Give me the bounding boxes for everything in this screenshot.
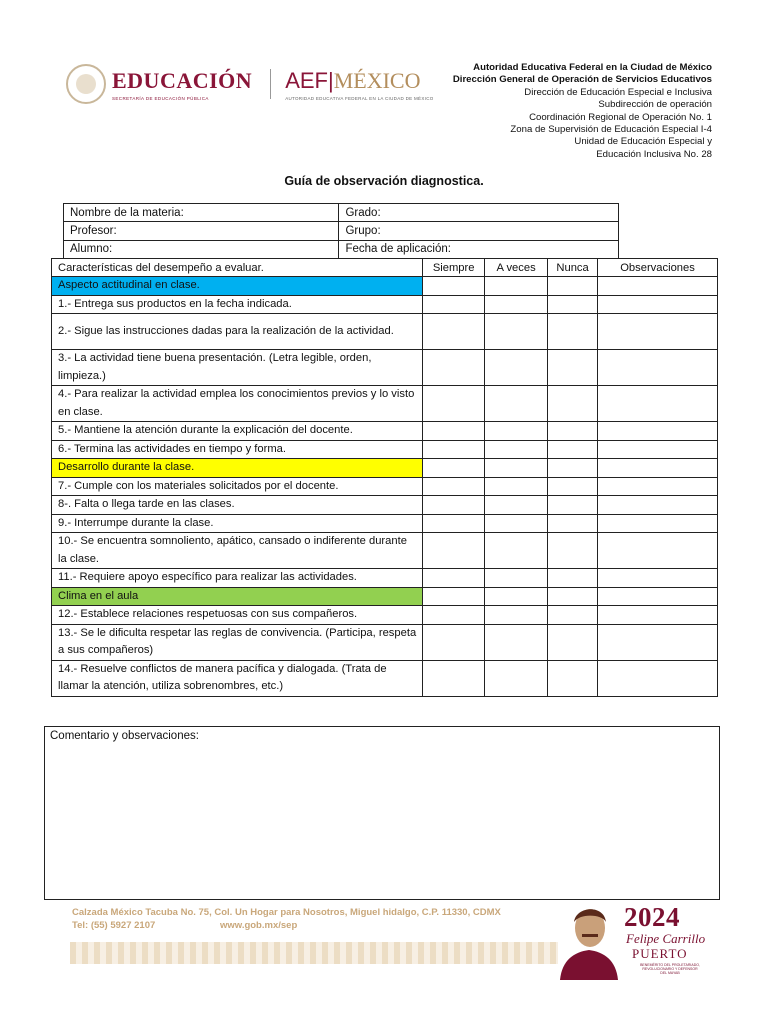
criterion-label: 3.- La actividad tiene buena presentación. (Letra legible, orden, limpieza.)	[52, 350, 423, 386]
siempre-cell[interactable]	[423, 477, 485, 496]
siempre-cell[interactable]	[423, 624, 485, 660]
nunca-cell[interactable]	[548, 386, 598, 422]
a-veces-cell[interactable]	[485, 386, 548, 422]
column-header: Siempre	[423, 259, 485, 277]
table-row	[52, 624, 718, 660]
a-veces-cell[interactable]	[485, 660, 548, 696]
org-line: Coordinación Regional de Operación No. 1	[529, 111, 712, 123]
a-veces-cell[interactable]	[485, 314, 548, 350]
table-row	[52, 314, 718, 350]
footer-pattern	[70, 942, 558, 964]
observaciones-cell[interactable]	[598, 587, 718, 606]
siempre-cell[interactable]	[423, 606, 485, 625]
section-label: Desarrollo durante la clase.	[52, 459, 423, 478]
a-veces-cell[interactable]	[485, 496, 548, 515]
criterion-label: 8-. Falta o llega tarde en las clases.	[52, 496, 423, 515]
observaciones-cell[interactable]	[598, 496, 718, 515]
siempre-cell[interactable]	[423, 533, 485, 569]
observaciones-cell[interactable]	[598, 660, 718, 696]
info-row	[64, 240, 619, 258]
info-row	[64, 222, 619, 240]
footer-name: Felipe Carrillo	[626, 931, 706, 946]
footer-phone: Tel: (55) 5927 2107	[72, 920, 156, 931]
nunca-cell[interactable]	[548, 569, 598, 588]
org-line: Subdirección de operación	[598, 99, 712, 111]
column-header: Características del desempeño a evaluar.	[52, 259, 423, 277]
table-row	[52, 606, 718, 625]
info-field[interactable]: Nombre de la materia:	[64, 204, 339, 222]
info-field[interactable]: Fecha de aplicación:	[339, 240, 619, 258]
aef-logo-aef: AEF	[285, 67, 328, 93]
criterion-label: 9.- Interrumpe durante la clase.	[52, 514, 423, 533]
portrait-icon	[556, 898, 622, 980]
criterion-label: 14.- Resuelve conflictos de manera pacífica y dialogada. (Trata de llamar la atención, utiliza sobrenombres, etc.)	[52, 660, 423, 696]
a-veces-cell[interactable]	[485, 295, 548, 314]
observaciones-cell[interactable]	[598, 314, 718, 350]
educacion-logo-title: EDUCACIÓN	[112, 67, 253, 93]
organization-block	[453, 62, 712, 161]
nunca-cell[interactable]	[548, 277, 598, 296]
footer-address: Calzada México Tacuba No. 75, Col. Un Hogar para Nosotros, Miguel hidalgo, C.P. 11330, CDMX	[72, 907, 501, 918]
siempre-cell[interactable]	[423, 587, 485, 606]
footer-puerto: PUERTO	[632, 946, 688, 961]
footer-website: www.gob.mx/sep	[220, 920, 298, 931]
header-logos	[66, 64, 434, 104]
criterion-label: 4.- Para realizar la actividad emplea los conocimientos previos y lo visto en clase.	[52, 386, 423, 422]
a-veces-cell[interactable]	[485, 459, 548, 478]
criterion-label: 11.- Requiere apoyo específico para realizar las actividades.	[52, 569, 423, 588]
table-header-row	[52, 259, 718, 277]
siempre-cell[interactable]	[423, 569, 485, 588]
observaciones-cell[interactable]	[598, 386, 718, 422]
comments-label: Comentario y observaciones:	[50, 730, 199, 742]
criterion-label: 13.- Se le dificulta respetar las reglas de convivencia. (Participa, respeta a sus compañeros)	[52, 624, 423, 660]
section-row	[52, 587, 718, 606]
observaciones-cell[interactable]	[598, 295, 718, 314]
a-veces-cell[interactable]	[485, 422, 548, 441]
nunca-cell[interactable]	[548, 624, 598, 660]
observaciones-cell[interactable]	[598, 533, 718, 569]
a-veces-cell[interactable]	[485, 440, 548, 459]
nunca-cell[interactable]	[548, 477, 598, 496]
a-veces-cell[interactable]	[485, 477, 548, 496]
criterion-label: 10.- Se encuentra somnoliento, apático, cansado o indiferente durante la clase.	[52, 533, 423, 569]
nunca-cell[interactable]	[548, 422, 598, 441]
a-veces-cell[interactable]	[485, 569, 548, 588]
criterion-label: 7.- Cumple con los materiales solicitados por el docente.	[52, 477, 423, 496]
criterion-label: 12.- Establece relaciones respetuosas con sus compañeros.	[52, 606, 423, 625]
siempre-cell[interactable]	[423, 422, 485, 441]
evaluation-table	[51, 258, 718, 697]
org-line-bold: Autoridad Educativa Federal en la Ciudad de México	[473, 62, 712, 73]
table-row	[52, 422, 718, 441]
table-row	[52, 514, 718, 533]
org-line: Unidad de Educación Especial y	[574, 136, 712, 148]
document-title: Guía de observación diagnostica.	[284, 174, 484, 188]
criterion-label: 6.- Termina las actividades en tiempo y forma.	[52, 440, 423, 459]
observaciones-cell[interactable]	[598, 350, 718, 386]
table-row	[52, 477, 718, 496]
a-veces-cell[interactable]	[485, 514, 548, 533]
nunca-cell[interactable]	[548, 496, 598, 515]
observaciones-cell[interactable]	[598, 477, 718, 496]
observaciones-cell[interactable]	[598, 422, 718, 441]
aef-logo-mexico: MÉXICO	[333, 67, 421, 93]
criterion-label: 5.- Mantiene la atención durante la explicación del docente.	[52, 422, 423, 441]
observaciones-cell[interactable]	[598, 569, 718, 588]
column-header: A veces	[485, 259, 548, 277]
info-field[interactable]: Alumno:	[64, 240, 339, 258]
comments-box[interactable]	[44, 726, 720, 900]
a-veces-cell[interactable]	[485, 587, 548, 606]
mexico-seal-icon	[66, 64, 106, 104]
nunca-cell[interactable]	[548, 459, 598, 478]
observaciones-cell[interactable]	[598, 606, 718, 625]
table-row	[52, 350, 718, 386]
table-row	[52, 660, 718, 696]
table-row	[52, 569, 718, 588]
nunca-cell[interactable]	[548, 295, 598, 314]
column-header: Observaciones	[598, 259, 718, 277]
nunca-cell[interactable]	[548, 660, 598, 696]
siempre-cell[interactable]	[423, 277, 485, 296]
siempre-cell[interactable]	[423, 350, 485, 386]
nunca-cell[interactable]	[548, 514, 598, 533]
criterion-label: 2.- Sigue las instrucciones dadas para la realización de la actividad.	[52, 314, 423, 350]
info-field[interactable]: Grupo:	[339, 222, 619, 240]
nunca-cell[interactable]	[548, 440, 598, 459]
section-label: Aspecto actitudinal en clase.	[52, 277, 423, 296]
section-row	[52, 459, 718, 478]
nunca-cell[interactable]	[548, 606, 598, 625]
org-line-bold: Dirección General de Operación de Servicios Educativos	[452, 74, 712, 86]
a-veces-cell[interactable]	[485, 624, 548, 660]
siempre-cell[interactable]	[423, 295, 485, 314]
siempre-cell[interactable]	[423, 496, 485, 515]
section-label: Clima en el aula	[52, 587, 423, 606]
info-field[interactable]: Profesor:	[64, 222, 339, 240]
a-veces-cell[interactable]	[485, 277, 548, 296]
nunca-cell[interactable]	[548, 350, 598, 386]
criterion-label: 1.- Entrega sus productos en la fecha indicada.	[52, 295, 423, 314]
aef-logo: AEF|MÉXICO AUTORIDAD EDUCATIVA FEDERAL EN LA CIUDAD DE MÉXICO	[285, 67, 434, 101]
aef-logo-subtitle: AUTORIDAD EDUCATIVA FEDERAL EN LA CIUDAD DE MÉXICO	[285, 95, 434, 101]
observaciones-cell[interactable]	[598, 514, 718, 533]
nunca-cell[interactable]	[548, 314, 598, 350]
table-row	[52, 533, 718, 569]
observaciones-cell[interactable]	[598, 624, 718, 660]
siempre-cell[interactable]	[423, 660, 485, 696]
info-row	[64, 204, 619, 222]
section-row	[52, 277, 718, 296]
nunca-cell[interactable]	[548, 587, 598, 606]
nunca-cell[interactable]	[548, 533, 598, 569]
logo-divider	[270, 69, 271, 99]
observaciones-cell[interactable]	[598, 277, 718, 296]
siempre-cell[interactable]	[423, 440, 485, 459]
footer-tagline: BENEMÉRITO DEL PROLETARIADO, REVOLUCIONARIO Y DEFENSOR DEL MAYAB	[640, 963, 700, 975]
footer-year: 2024	[624, 902, 680, 932]
observaciones-cell[interactable]	[598, 440, 718, 459]
student-info-table	[63, 203, 619, 259]
siempre-cell[interactable]	[423, 314, 485, 350]
column-header: Nunca	[548, 259, 598, 277]
a-veces-cell[interactable]	[485, 533, 548, 569]
siempre-cell[interactable]	[423, 386, 485, 422]
a-veces-cell[interactable]	[485, 606, 548, 625]
info-field[interactable]: Grado:	[339, 204, 619, 222]
org-line: Dirección de Educación Especial e Inclusiva	[524, 86, 712, 98]
siempre-cell[interactable]	[423, 514, 485, 533]
a-veces-cell[interactable]	[485, 350, 548, 386]
siempre-cell[interactable]	[423, 459, 485, 478]
table-row	[52, 440, 718, 459]
observaciones-cell[interactable]	[598, 459, 718, 478]
org-line: Educación Inclusiva No. 28	[596, 148, 712, 160]
table-row	[52, 295, 718, 314]
table-row	[52, 386, 718, 422]
educacion-logo	[112, 68, 252, 101]
educacion-logo-subtitle: SECRETARÍA DE EDUCACIÓN PÚBLICA	[112, 95, 209, 101]
table-row	[52, 496, 718, 515]
org-line: Zona de Supervisión de Educación Especial I-4	[510, 124, 712, 136]
